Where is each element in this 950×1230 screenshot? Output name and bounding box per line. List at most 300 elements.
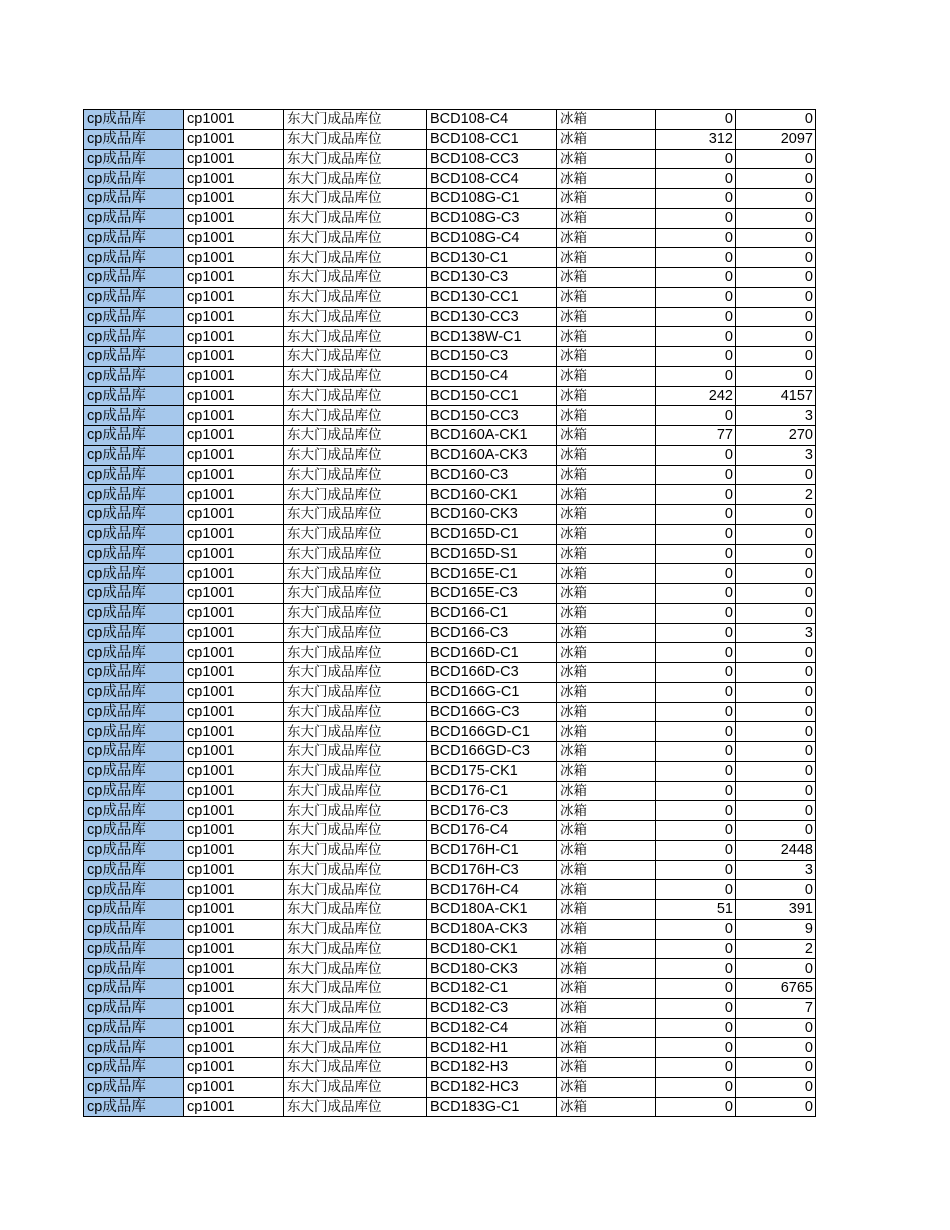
warehouse-cell[interactable]: cp成品库: [84, 426, 184, 446]
warehouse-cell[interactable]: cp成品库: [84, 268, 184, 288]
warehouse-cell[interactable]: cp成品库: [84, 1018, 184, 1038]
category-cell[interactable]: 冰箱: [557, 1097, 656, 1117]
qty2-cell[interactable]: 0: [736, 564, 816, 584]
qty1-cell[interactable]: 0: [656, 189, 736, 209]
warehouse-code-cell[interactable]: cp1001: [184, 979, 284, 999]
qty2-cell[interactable]: 2097: [736, 129, 816, 149]
location-cell[interactable]: 东大门成品库位: [284, 268, 427, 288]
warehouse-cell[interactable]: cp成品库: [84, 959, 184, 979]
warehouse-cell[interactable]: cp成品库: [84, 702, 184, 722]
warehouse-code-cell[interactable]: cp1001: [184, 702, 284, 722]
model-cell[interactable]: BCD138W-C1: [427, 327, 557, 347]
location-cell[interactable]: 东大门成品库位: [284, 248, 427, 268]
category-cell[interactable]: 冰箱: [557, 998, 656, 1018]
warehouse-code-cell[interactable]: cp1001: [184, 544, 284, 564]
warehouse-code-cell[interactable]: cp1001: [184, 445, 284, 465]
qty2-cell[interactable]: 0: [736, 1097, 816, 1117]
qty1-cell[interactable]: 0: [656, 880, 736, 900]
category-cell[interactable]: 冰箱: [557, 663, 656, 683]
qty1-cell[interactable]: 0: [656, 1058, 736, 1078]
warehouse-code-cell[interactable]: cp1001: [184, 406, 284, 426]
warehouse-cell[interactable]: cp成品库: [84, 445, 184, 465]
warehouse-cell[interactable]: cp成品库: [84, 1097, 184, 1117]
warehouse-code-cell[interactable]: cp1001: [184, 584, 284, 604]
warehouse-code-cell[interactable]: cp1001: [184, 110, 284, 130]
model-cell[interactable]: BCD176H-C1: [427, 840, 557, 860]
warehouse-cell[interactable]: cp成品库: [84, 110, 184, 130]
warehouse-cell[interactable]: cp成品库: [84, 939, 184, 959]
model-cell[interactable]: BCD176-C3: [427, 801, 557, 821]
warehouse-code-cell[interactable]: cp1001: [184, 623, 284, 643]
qty2-cell[interactable]: 0: [736, 722, 816, 742]
category-cell[interactable]: 冰箱: [557, 129, 656, 149]
warehouse-cell[interactable]: cp成品库: [84, 900, 184, 920]
warehouse-cell[interactable]: cp成品库: [84, 979, 184, 999]
warehouse-code-cell[interactable]: cp1001: [184, 287, 284, 307]
category-cell[interactable]: 冰箱: [557, 564, 656, 584]
warehouse-code-cell[interactable]: cp1001: [184, 327, 284, 347]
category-cell[interactable]: 冰箱: [557, 248, 656, 268]
warehouse-cell[interactable]: cp成品库: [84, 1058, 184, 1078]
qty1-cell[interactable]: 0: [656, 722, 736, 742]
qty1-cell[interactable]: 0: [656, 663, 736, 683]
location-cell[interactable]: 东大门成品库位: [284, 189, 427, 209]
warehouse-code-cell[interactable]: cp1001: [184, 228, 284, 248]
category-cell[interactable]: 冰箱: [557, 742, 656, 762]
qty1-cell[interactable]: 0: [656, 643, 736, 663]
location-cell[interactable]: 东大门成品库位: [284, 129, 427, 149]
model-cell[interactable]: BCD130-CC1: [427, 287, 557, 307]
qty2-cell[interactable]: 0: [736, 169, 816, 189]
category-cell[interactable]: 冰箱: [557, 979, 656, 999]
qty1-cell[interactable]: 0: [656, 584, 736, 604]
category-cell[interactable]: 冰箱: [557, 366, 656, 386]
category-cell[interactable]: 冰箱: [557, 347, 656, 367]
warehouse-cell[interactable]: cp成品库: [84, 1038, 184, 1058]
warehouse-code-cell[interactable]: cp1001: [184, 880, 284, 900]
warehouse-code-cell[interactable]: cp1001: [184, 1038, 284, 1058]
qty2-cell[interactable]: 0: [736, 761, 816, 781]
warehouse-code-cell[interactable]: cp1001: [184, 1018, 284, 1038]
category-cell[interactable]: 冰箱: [557, 643, 656, 663]
model-cell[interactable]: BCD165D-S1: [427, 544, 557, 564]
location-cell[interactable]: 东大门成品库位: [284, 544, 427, 564]
qty2-cell[interactable]: 4157: [736, 386, 816, 406]
model-cell[interactable]: BCD182-C4: [427, 1018, 557, 1038]
model-cell[interactable]: BCD166D-C1: [427, 643, 557, 663]
location-cell[interactable]: 东大门成品库位: [284, 208, 427, 228]
warehouse-code-cell[interactable]: cp1001: [184, 208, 284, 228]
model-cell[interactable]: BCD180-CK1: [427, 939, 557, 959]
model-cell[interactable]: BCD182-C3: [427, 998, 557, 1018]
location-cell[interactable]: 东大门成品库位: [284, 1058, 427, 1078]
category-cell[interactable]: 冰箱: [557, 505, 656, 525]
qty2-cell[interactable]: 270: [736, 426, 816, 446]
location-cell[interactable]: 东大门成品库位: [284, 682, 427, 702]
qty2-cell[interactable]: 0: [736, 189, 816, 209]
warehouse-cell[interactable]: cp成品库: [84, 366, 184, 386]
warehouse-code-cell[interactable]: cp1001: [184, 465, 284, 485]
qty2-cell[interactable]: 0: [736, 1018, 816, 1038]
warehouse-code-cell[interactable]: cp1001: [184, 663, 284, 683]
warehouse-code-cell[interactable]: cp1001: [184, 682, 284, 702]
warehouse-code-cell[interactable]: cp1001: [184, 998, 284, 1018]
warehouse-cell[interactable]: cp成品库: [84, 860, 184, 880]
model-cell[interactable]: BCD150-CC1: [427, 386, 557, 406]
qty1-cell[interactable]: 0: [656, 919, 736, 939]
warehouse-cell[interactable]: cp成品库: [84, 129, 184, 149]
category-cell[interactable]: 冰箱: [557, 149, 656, 169]
model-cell[interactable]: BCD150-C4: [427, 366, 557, 386]
model-cell[interactable]: BCD108-C4: [427, 110, 557, 130]
warehouse-cell[interactable]: cp成品库: [84, 781, 184, 801]
warehouse-cell[interactable]: cp成品库: [84, 149, 184, 169]
category-cell[interactable]: 冰箱: [557, 840, 656, 860]
location-cell[interactable]: 东大门成品库位: [284, 584, 427, 604]
qty2-cell[interactable]: 0: [736, 663, 816, 683]
category-cell[interactable]: 冰箱: [557, 603, 656, 623]
warehouse-cell[interactable]: cp成品库: [84, 821, 184, 841]
model-cell[interactable]: BCD180-CK3: [427, 959, 557, 979]
warehouse-cell[interactable]: cp成品库: [84, 722, 184, 742]
qty1-cell[interactable]: 0: [656, 959, 736, 979]
category-cell[interactable]: 冰箱: [557, 189, 656, 209]
warehouse-code-cell[interactable]: cp1001: [184, 919, 284, 939]
qty1-cell[interactable]: 0: [656, 939, 736, 959]
qty1-cell[interactable]: 0: [656, 860, 736, 880]
qty1-cell[interactable]: 0: [656, 445, 736, 465]
qty1-cell[interactable]: 0: [656, 366, 736, 386]
qty1-cell[interactable]: 0: [656, 544, 736, 564]
qty1-cell[interactable]: 0: [656, 1097, 736, 1117]
qty2-cell[interactable]: 0: [736, 208, 816, 228]
category-cell[interactable]: 冰箱: [557, 801, 656, 821]
warehouse-cell[interactable]: cp成品库: [84, 603, 184, 623]
category-cell[interactable]: 冰箱: [557, 485, 656, 505]
location-cell[interactable]: 东大门成品库位: [284, 1018, 427, 1038]
warehouse-code-cell[interactable]: cp1001: [184, 366, 284, 386]
location-cell[interactable]: 东大门成品库位: [284, 228, 427, 248]
warehouse-cell[interactable]: cp成品库: [84, 524, 184, 544]
location-cell[interactable]: 东大门成品库位: [284, 821, 427, 841]
qty2-cell[interactable]: 0: [736, 1038, 816, 1058]
model-cell[interactable]: BCD160A-CK1: [427, 426, 557, 446]
qty2-cell[interactable]: 0: [736, 880, 816, 900]
qty2-cell[interactable]: 3: [736, 623, 816, 643]
qty2-cell[interactable]: 0: [736, 801, 816, 821]
location-cell[interactable]: 东大门成品库位: [284, 722, 427, 742]
category-cell[interactable]: 冰箱: [557, 702, 656, 722]
warehouse-code-cell[interactable]: cp1001: [184, 268, 284, 288]
warehouse-code-cell[interactable]: cp1001: [184, 524, 284, 544]
model-cell[interactable]: BCD130-C3: [427, 268, 557, 288]
model-cell[interactable]: BCD160-C3: [427, 465, 557, 485]
model-cell[interactable]: BCD150-CC3: [427, 406, 557, 426]
qty2-cell[interactable]: 0: [736, 702, 816, 722]
location-cell[interactable]: 东大门成品库位: [284, 505, 427, 525]
warehouse-cell[interactable]: cp成品库: [84, 287, 184, 307]
qty1-cell[interactable]: 0: [656, 327, 736, 347]
category-cell[interactable]: 冰箱: [557, 445, 656, 465]
warehouse-cell[interactable]: cp成品库: [84, 564, 184, 584]
model-cell[interactable]: BCD108G-C3: [427, 208, 557, 228]
warehouse-code-cell[interactable]: cp1001: [184, 900, 284, 920]
qty1-cell[interactable]: 0: [656, 248, 736, 268]
model-cell[interactable]: BCD108G-C4: [427, 228, 557, 248]
qty1-cell[interactable]: 0: [656, 465, 736, 485]
location-cell[interactable]: 东大门成品库位: [284, 524, 427, 544]
category-cell[interactable]: 冰箱: [557, 110, 656, 130]
warehouse-cell[interactable]: cp成品库: [84, 169, 184, 189]
qty1-cell[interactable]: 0: [656, 110, 736, 130]
qty1-cell[interactable]: 0: [656, 840, 736, 860]
warehouse-code-cell[interactable]: cp1001: [184, 1058, 284, 1078]
qty1-cell[interactable]: 0: [656, 268, 736, 288]
location-cell[interactable]: 东大门成品库位: [284, 110, 427, 130]
qty1-cell[interactable]: 242: [656, 386, 736, 406]
qty2-cell[interactable]: 0: [736, 742, 816, 762]
warehouse-code-cell[interactable]: cp1001: [184, 722, 284, 742]
model-cell[interactable]: BCD166-C3: [427, 623, 557, 643]
category-cell[interactable]: 冰箱: [557, 524, 656, 544]
qty1-cell[interactable]: 0: [656, 781, 736, 801]
qty1-cell[interactable]: 0: [656, 801, 736, 821]
qty1-cell[interactable]: 0: [656, 287, 736, 307]
category-cell[interactable]: 冰箱: [557, 959, 656, 979]
warehouse-code-cell[interactable]: cp1001: [184, 643, 284, 663]
qty1-cell[interactable]: 51: [656, 900, 736, 920]
category-cell[interactable]: 冰箱: [557, 682, 656, 702]
category-cell[interactable]: 冰箱: [557, 268, 656, 288]
warehouse-cell[interactable]: cp成品库: [84, 208, 184, 228]
location-cell[interactable]: 东大门成品库位: [284, 1038, 427, 1058]
model-cell[interactable]: BCD180A-CK1: [427, 900, 557, 920]
warehouse-cell[interactable]: cp成品库: [84, 682, 184, 702]
model-cell[interactable]: BCD160-CK3: [427, 505, 557, 525]
model-cell[interactable]: BCD175-CK1: [427, 761, 557, 781]
category-cell[interactable]: 冰箱: [557, 584, 656, 604]
qty2-cell[interactable]: 7: [736, 998, 816, 1018]
model-cell[interactable]: BCD183G-C1: [427, 1097, 557, 1117]
location-cell[interactable]: 东大门成品库位: [284, 979, 427, 999]
warehouse-code-cell[interactable]: cp1001: [184, 505, 284, 525]
location-cell[interactable]: 东大门成品库位: [284, 880, 427, 900]
qty2-cell[interactable]: 3: [736, 406, 816, 426]
warehouse-code-cell[interactable]: cp1001: [184, 169, 284, 189]
qty2-cell[interactable]: 0: [736, 1058, 816, 1078]
qty1-cell[interactable]: 0: [656, 406, 736, 426]
qty1-cell[interactable]: 0: [656, 347, 736, 367]
qty2-cell[interactable]: 0: [736, 524, 816, 544]
warehouse-code-cell[interactable]: cp1001: [184, 564, 284, 584]
qty2-cell[interactable]: 3: [736, 445, 816, 465]
warehouse-code-cell[interactable]: cp1001: [184, 939, 284, 959]
location-cell[interactable]: 东大门成品库位: [284, 643, 427, 663]
warehouse-code-cell[interactable]: cp1001: [184, 603, 284, 623]
warehouse-cell[interactable]: cp成品库: [84, 643, 184, 663]
warehouse-cell[interactable]: cp成品库: [84, 998, 184, 1018]
qty2-cell[interactable]: 2448: [736, 840, 816, 860]
warehouse-cell[interactable]: cp成品库: [84, 801, 184, 821]
location-cell[interactable]: 东大门成品库位: [284, 287, 427, 307]
qty1-cell[interactable]: 0: [656, 1038, 736, 1058]
warehouse-code-cell[interactable]: cp1001: [184, 860, 284, 880]
qty1-cell[interactable]: 0: [656, 505, 736, 525]
category-cell[interactable]: 冰箱: [557, 880, 656, 900]
qty2-cell[interactable]: 0: [736, 248, 816, 268]
qty1-cell[interactable]: 77: [656, 426, 736, 446]
qty1-cell[interactable]: 0: [656, 603, 736, 623]
warehouse-code-cell[interactable]: cp1001: [184, 959, 284, 979]
warehouse-cell[interactable]: cp成品库: [84, 248, 184, 268]
category-cell[interactable]: 冰箱: [557, 1058, 656, 1078]
model-cell[interactable]: BCD176H-C4: [427, 880, 557, 900]
qty2-cell[interactable]: 9: [736, 919, 816, 939]
category-cell[interactable]: 冰箱: [557, 169, 656, 189]
warehouse-code-cell[interactable]: cp1001: [184, 1097, 284, 1117]
qty2-cell[interactable]: 3: [736, 860, 816, 880]
location-cell[interactable]: 东大门成品库位: [284, 801, 427, 821]
model-cell[interactable]: BCD182-H1: [427, 1038, 557, 1058]
category-cell[interactable]: 冰箱: [557, 208, 656, 228]
warehouse-cell[interactable]: cp成品库: [84, 584, 184, 604]
warehouse-code-cell[interactable]: cp1001: [184, 189, 284, 209]
qty2-cell[interactable]: 0: [736, 228, 816, 248]
qty1-cell[interactable]: 0: [656, 149, 736, 169]
category-cell[interactable]: 冰箱: [557, 287, 656, 307]
location-cell[interactable]: 东大门成品库位: [284, 1077, 427, 1097]
model-cell[interactable]: BCD150-C3: [427, 347, 557, 367]
qty2-cell[interactable]: 0: [736, 366, 816, 386]
model-cell[interactable]: BCD160A-CK3: [427, 445, 557, 465]
warehouse-cell[interactable]: cp成品库: [84, 840, 184, 860]
category-cell[interactable]: 冰箱: [557, 939, 656, 959]
warehouse-code-cell[interactable]: cp1001: [184, 801, 284, 821]
location-cell[interactable]: 东大门成品库位: [284, 445, 427, 465]
warehouse-cell[interactable]: cp成品库: [84, 406, 184, 426]
category-cell[interactable]: 冰箱: [557, 1077, 656, 1097]
category-cell[interactable]: 冰箱: [557, 228, 656, 248]
model-cell[interactable]: BCD180A-CK3: [427, 919, 557, 939]
warehouse-cell[interactable]: cp成品库: [84, 505, 184, 525]
warehouse-code-cell[interactable]: cp1001: [184, 485, 284, 505]
warehouse-cell[interactable]: cp成品库: [84, 386, 184, 406]
qty2-cell[interactable]: 0: [736, 149, 816, 169]
category-cell[interactable]: 冰箱: [557, 406, 656, 426]
location-cell[interactable]: 东大门成品库位: [284, 426, 427, 446]
qty1-cell[interactable]: 0: [656, 1018, 736, 1038]
model-cell[interactable]: BCD176-C4: [427, 821, 557, 841]
location-cell[interactable]: 东大门成品库位: [284, 603, 427, 623]
model-cell[interactable]: BCD165E-C3: [427, 584, 557, 604]
qty2-cell[interactable]: 2: [736, 485, 816, 505]
warehouse-cell[interactable]: cp成品库: [84, 919, 184, 939]
category-cell[interactable]: 冰箱: [557, 761, 656, 781]
warehouse-code-cell[interactable]: cp1001: [184, 742, 284, 762]
location-cell[interactable]: 东大门成品库位: [284, 307, 427, 327]
model-cell[interactable]: BCD182-HC3: [427, 1077, 557, 1097]
warehouse-code-cell[interactable]: cp1001: [184, 781, 284, 801]
qty2-cell[interactable]: 0: [736, 682, 816, 702]
model-cell[interactable]: BCD166G-C1: [427, 682, 557, 702]
warehouse-cell[interactable]: cp成品库: [84, 307, 184, 327]
qty1-cell[interactable]: 0: [656, 998, 736, 1018]
warehouse-cell[interactable]: cp成品库: [84, 228, 184, 248]
location-cell[interactable]: 东大门成品库位: [284, 959, 427, 979]
location-cell[interactable]: 东大门成品库位: [284, 919, 427, 939]
location-cell[interactable]: 东大门成品库位: [284, 761, 427, 781]
warehouse-cell[interactable]: cp成品库: [84, 761, 184, 781]
model-cell[interactable]: BCD130-CC3: [427, 307, 557, 327]
qty1-cell[interactable]: 312: [656, 129, 736, 149]
warehouse-code-cell[interactable]: cp1001: [184, 307, 284, 327]
qty2-cell[interactable]: 6765: [736, 979, 816, 999]
qty1-cell[interactable]: 0: [656, 208, 736, 228]
qty1-cell[interactable]: 0: [656, 307, 736, 327]
qty1-cell[interactable]: 0: [656, 564, 736, 584]
qty2-cell[interactable]: 0: [736, 465, 816, 485]
warehouse-code-cell[interactable]: cp1001: [184, 129, 284, 149]
model-cell[interactable]: BCD165E-C1: [427, 564, 557, 584]
qty2-cell[interactable]: 0: [736, 821, 816, 841]
qty1-cell[interactable]: 0: [656, 702, 736, 722]
qty2-cell[interactable]: 0: [736, 1077, 816, 1097]
model-cell[interactable]: BCD176-C1: [427, 781, 557, 801]
qty1-cell[interactable]: 0: [656, 485, 736, 505]
model-cell[interactable]: BCD166D-C3: [427, 663, 557, 683]
qty1-cell[interactable]: 0: [656, 761, 736, 781]
location-cell[interactable]: 东大门成品库位: [284, 860, 427, 880]
category-cell[interactable]: 冰箱: [557, 1018, 656, 1038]
warehouse-cell[interactable]: cp成品库: [84, 465, 184, 485]
warehouse-code-cell[interactable]: cp1001: [184, 821, 284, 841]
qty1-cell[interactable]: 0: [656, 228, 736, 248]
warehouse-cell[interactable]: cp成品库: [84, 544, 184, 564]
location-cell[interactable]: 东大门成品库位: [284, 564, 427, 584]
location-cell[interactable]: 东大门成品库位: [284, 742, 427, 762]
qty1-cell[interactable]: 0: [656, 682, 736, 702]
model-cell[interactable]: BCD108-CC4: [427, 169, 557, 189]
location-cell[interactable]: 东大门成品库位: [284, 406, 427, 426]
location-cell[interactable]: 东大门成品库位: [284, 347, 427, 367]
qty1-cell[interactable]: 0: [656, 821, 736, 841]
qty2-cell[interactable]: 0: [736, 603, 816, 623]
location-cell[interactable]: 东大门成品库位: [284, 327, 427, 347]
location-cell[interactable]: 东大门成品库位: [284, 998, 427, 1018]
location-cell[interactable]: 东大门成品库位: [284, 465, 427, 485]
qty2-cell[interactable]: 0: [736, 544, 816, 564]
model-cell[interactable]: BCD166G-C3: [427, 702, 557, 722]
location-cell[interactable]: 东大门成品库位: [284, 663, 427, 683]
warehouse-cell[interactable]: cp成品库: [84, 742, 184, 762]
location-cell[interactable]: 东大门成品库位: [284, 702, 427, 722]
category-cell[interactable]: 冰箱: [557, 919, 656, 939]
warehouse-code-cell[interactable]: cp1001: [184, 840, 284, 860]
warehouse-code-cell[interactable]: cp1001: [184, 761, 284, 781]
qty2-cell[interactable]: 0: [736, 505, 816, 525]
model-cell[interactable]: BCD166-C1: [427, 603, 557, 623]
location-cell[interactable]: 东大门成品库位: [284, 366, 427, 386]
location-cell[interactable]: 东大门成品库位: [284, 1097, 427, 1117]
location-cell[interactable]: 东大门成品库位: [284, 485, 427, 505]
location-cell[interactable]: 东大门成品库位: [284, 781, 427, 801]
qty1-cell[interactable]: 0: [656, 979, 736, 999]
qty2-cell[interactable]: 0: [736, 268, 816, 288]
qty2-cell[interactable]: 0: [736, 584, 816, 604]
category-cell[interactable]: 冰箱: [557, 860, 656, 880]
model-cell[interactable]: BCD176H-C3: [427, 860, 557, 880]
warehouse-code-cell[interactable]: cp1001: [184, 347, 284, 367]
